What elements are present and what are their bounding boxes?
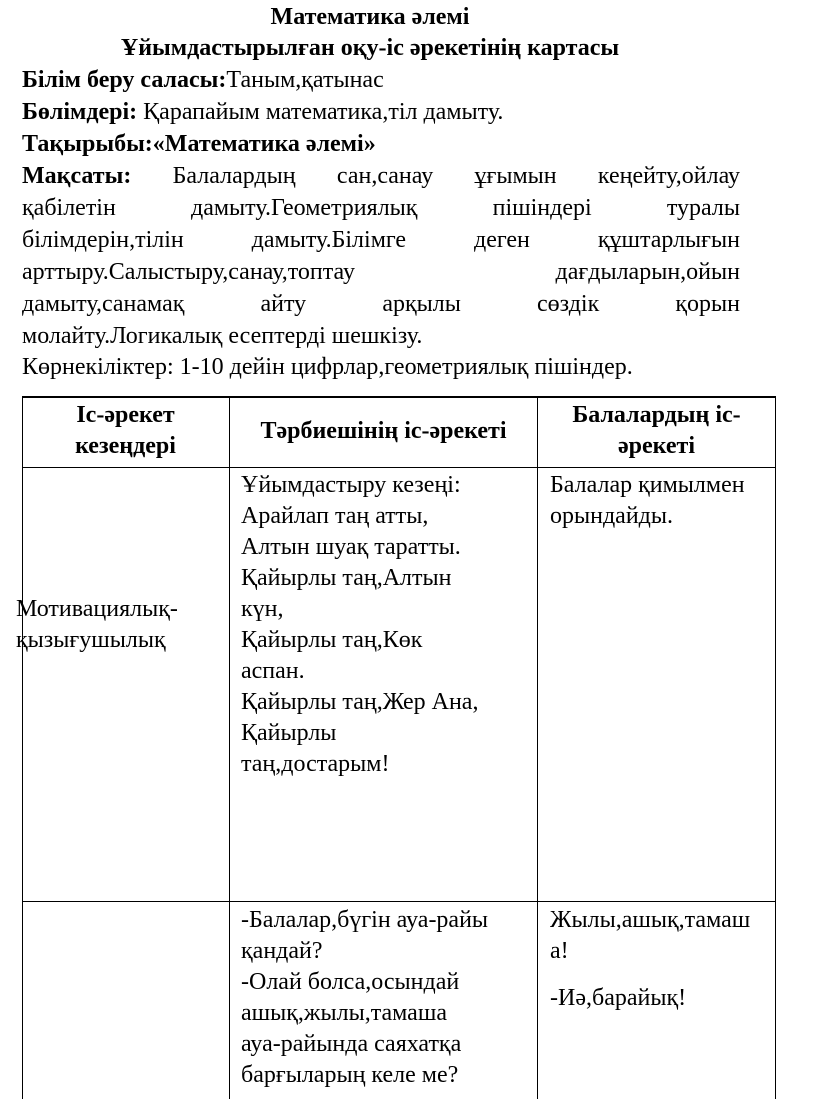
header-stage: Іс-әрекет кезеңдері — [75, 402, 176, 459]
field-line — [22, 65, 742, 95]
goal-line: Мақсаты: Балалардың сан,санау ұғымын кеңейту,ойлау — [22, 163, 740, 189]
goal-line: арттыру.Салыстыру,санау,топтау дағдыларын,ойын — [22, 259, 740, 285]
field-value: Таным,қатынас — [226, 67, 384, 93]
table-border — [22, 467, 776, 468]
sections-line — [22, 97, 742, 127]
row2-children-reply: -Иә,барайық! — [550, 985, 687, 1011]
row1-children: Балалар қимылмен орындайды. — [550, 472, 745, 529]
goal-paragraph — [22, 160, 740, 352]
document-title: Математика әлемі — [270, 4, 470, 30]
table-border — [22, 901, 776, 902]
goal-line: қабілетін дамыту.Геометриялық пішіндері туралы — [22, 195, 740, 221]
sections-value: Қарапайым математика,тіл дамыту. — [137, 99, 504, 125]
row1-stage: Мотивациялық- қызығушылық — [16, 596, 178, 653]
header-teacher: Тәрбиешінің іс-әрекеті — [260, 418, 507, 444]
row2-children: Жылы,ашық,тамаш а! -Иә,барайық! — [550, 905, 774, 1014]
goal-line: молайту.Логикалық есептерді шешкізу. — [22, 323, 423, 349]
goal-line: дамыту,санамақ айту арқылы сөздік қорын — [22, 291, 740, 317]
document-subtitle: Ұйымдастырылған оқу-іс әрекетінің картасы — [120, 35, 620, 61]
topic-line — [22, 129, 742, 159]
table-border — [775, 396, 776, 1099]
sections-label: Бөлімдері: — [22, 99, 138, 125]
row1-teacher: Ұйымдастыру кезеңі: Арайлап таң атты, Алтын шуақ таратты. Қайырлы таң,Алтын күн, Қайырлы таң,Көк аспан. Қайырлы таң,Жер Ана, Қайырлы таң,достарым! — [241, 472, 479, 777]
topic-label: Тақырыбы:«Математика әлемі» — [22, 131, 376, 157]
table-border — [22, 396, 23, 1099]
goal-line: білімдерін,тілін дамыту.Білімге деген құштарлығын — [22, 227, 740, 253]
table-border — [229, 396, 230, 1099]
row2-teacher: -Балалар,бүгін ауа-райы қандай? -Олай болса,осындай ашық,жылы,тамаша ауа-райында саяхатқа барғыларың келе ме? — [241, 907, 489, 1088]
field-label: Білім беру саласы: — [22, 67, 227, 93]
goal-label: Мақсаты: — [22, 163, 132, 189]
table-border — [537, 396, 538, 1099]
visuals-line: Көрнекіліктер: 1-10 дейін цифрлар,геометриялық пішіндер. — [22, 354, 633, 380]
table-border — [22, 396, 776, 398]
activity-table — [16, 396, 776, 1099]
header-children: Балалардың іс- әрекеті — [572, 402, 741, 459]
